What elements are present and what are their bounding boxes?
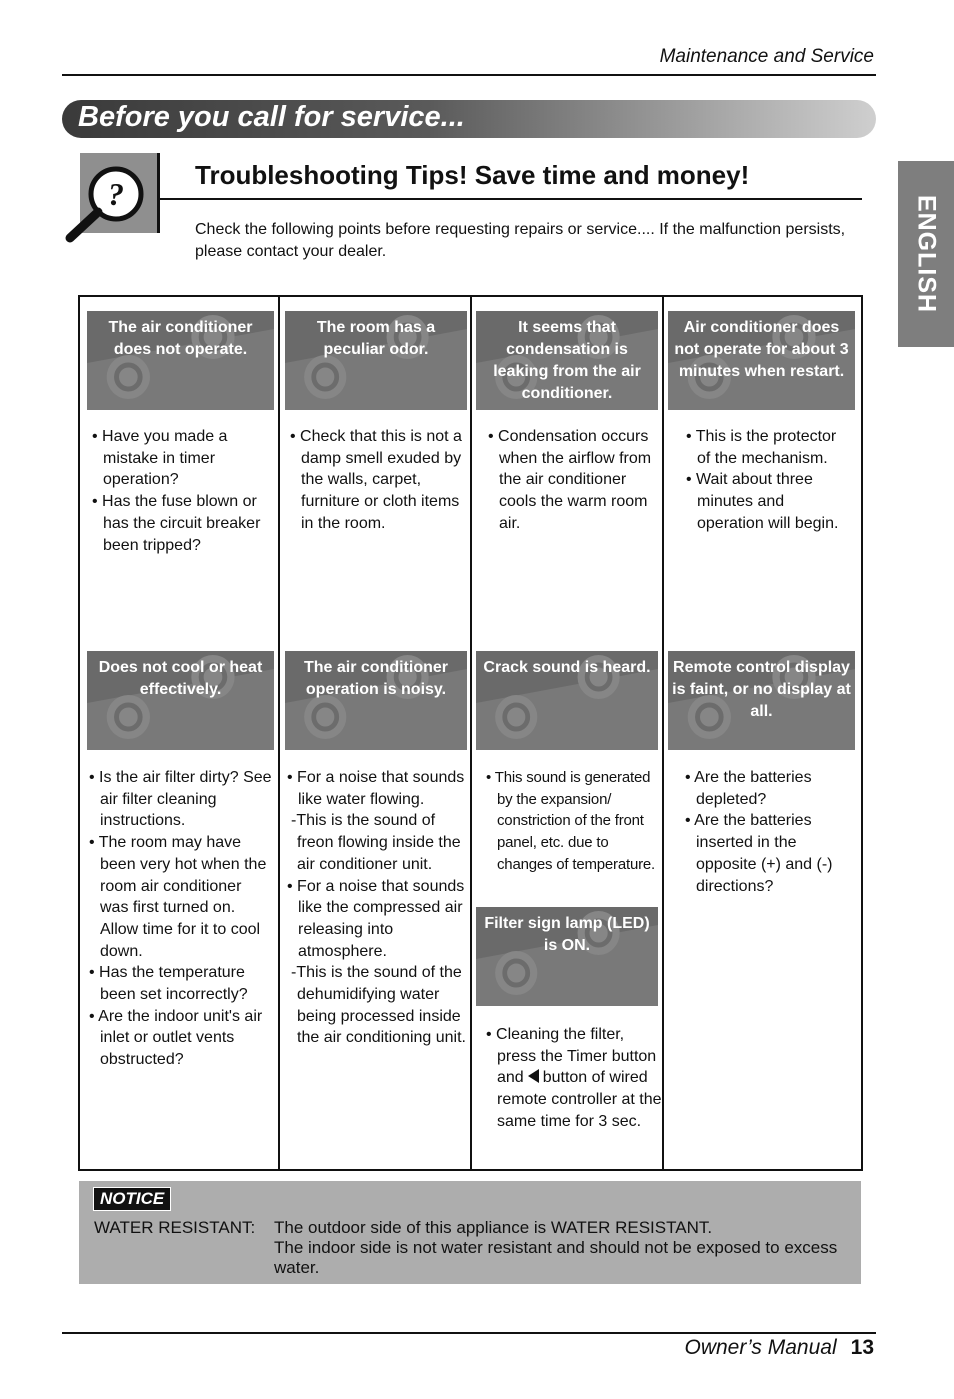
cell-line: • This is the protector of the mechanism. (686, 428, 837, 467)
problem-card (668, 651, 855, 750)
problem-title: It seems that condensation is leaking from the air conditioner. (493, 319, 641, 402)
cell-line: -This is the sound of the dehumidifying water being processed inside the air conditioning unit. (291, 964, 466, 1047)
cell-body (290, 426, 466, 535)
tips-title: Troubleshooting Tips! Save time and money! (195, 160, 750, 190)
cell-line: • Check that this is not a damp smell exuded by the walls, carpet, furniture or cloth items in the room. (290, 428, 462, 532)
cell-body (486, 767, 662, 876)
cell-body (685, 767, 854, 897)
cell-line: • The room may have been very hot when the room air conditioner was first turned on. Allow time for it to cool down. (89, 834, 267, 960)
manual-name: Owner’s Manual (684, 1336, 837, 1359)
notice-line: The outdoor side of this appliance is WATER RESISTANT. (274, 1218, 713, 1237)
problem-title: The air conditioner operation is noisy. (303, 659, 448, 698)
footer-rule (62, 1332, 876, 1334)
svg-text:?: ? (108, 176, 124, 212)
problem-title: Crack sound is heard. (483, 659, 651, 676)
magnifier-question-icon (62, 160, 152, 245)
problem-title: Does not cool or heat effectively. (98, 659, 263, 698)
cell-line (486, 1024, 662, 1133)
cell-body (488, 426, 658, 535)
page-title: Before you call for service... (78, 101, 465, 133)
cell-body (486, 1024, 662, 1133)
problem-card (285, 651, 467, 750)
notice-badge: NOTICE (93, 1187, 171, 1211)
language-label: ENGLISH (912, 194, 941, 314)
cell-line: • Are the batteries inserted in the opposite (+) and (-) directions? (685, 812, 833, 895)
section-header: Maintenance and Service (659, 46, 874, 67)
cell-line: • This sound is generated by the expansion/ constriction of the front panel, etc. due to changes of temperature. (486, 769, 655, 873)
cell-line: • Are the indoor unit's air inlet or outlet vents obstructed? (89, 1007, 263, 1069)
cell-line: • Has the temperature been set incorrectly? (89, 964, 248, 1004)
cell-line-tail: button of wired remote controller at the same time for 3 sec. (497, 1069, 662, 1130)
cell-body (92, 426, 272, 556)
cell-line: • For a noise that sounds like the compressed air releasing into atmosphere. (287, 877, 465, 960)
cell-body (89, 767, 274, 1071)
problem-title: Remote control display is faint, or no display at all. (672, 659, 851, 720)
cell-line: -This is the sound of freon flowing inside the air conditioner unit. (291, 812, 461, 873)
problem-title: Filter sign lamp (LED) is ON. (484, 915, 650, 954)
cell-line-text: • Cleaning the filter, press the Timer button and (486, 1026, 657, 1087)
column-divider (278, 295, 280, 1171)
tips-intro: Check the following points before requesting repairs or service.... If the malfunction persists, please contact your dealer. (195, 221, 846, 260)
page-footer (685, 1336, 875, 1360)
problem-card (476, 311, 658, 410)
left-arrow-icon (528, 1069, 539, 1083)
problem-card (476, 907, 658, 1006)
problem-card (668, 311, 855, 410)
cell-line: • Has the fuse blown or has the circuit breaker been tripped? (92, 493, 261, 554)
cell-body (686, 426, 854, 535)
problem-title: The room has a peculiar odor. (316, 319, 436, 358)
header-rule (62, 74, 876, 76)
problem-card (476, 651, 658, 750)
column-divider (470, 295, 472, 1171)
notice-box (79, 1181, 861, 1284)
problem-card (285, 311, 467, 410)
language-tab (898, 161, 954, 347)
notice-label: WATER RESISTANT: (94, 1218, 256, 1237)
cell-line: • For a noise that sounds like water flowing. (287, 769, 465, 808)
problem-card (87, 311, 274, 410)
cell-line: • Is the air filter dirty? See air filter cleaning instructions. (89, 769, 272, 830)
cell-line: • Are the batteries depleted? (685, 769, 812, 808)
problem-title: The air conditioner does not operate. (108, 319, 253, 358)
page-number: 13 (850, 1336, 874, 1359)
cell-line: • Wait about three minutes and operation will begin. (686, 471, 839, 532)
notice-line: The indoor side is not water resistant and should not be exposed to excess water. (274, 1238, 838, 1277)
cell-body (287, 767, 468, 1049)
problem-card (87, 651, 274, 750)
problem-title: Air conditioner does not operate for about 3 minutes when restart. (674, 319, 849, 380)
cell-line: • Have you made a mistake in timer operation? (92, 428, 228, 489)
cell-line: • Condensation occurs when the airflow from the air conditioner cools the warm room air. (488, 428, 652, 532)
tips-rule (160, 198, 862, 200)
page-banner (62, 100, 876, 138)
column-divider (662, 295, 664, 1171)
